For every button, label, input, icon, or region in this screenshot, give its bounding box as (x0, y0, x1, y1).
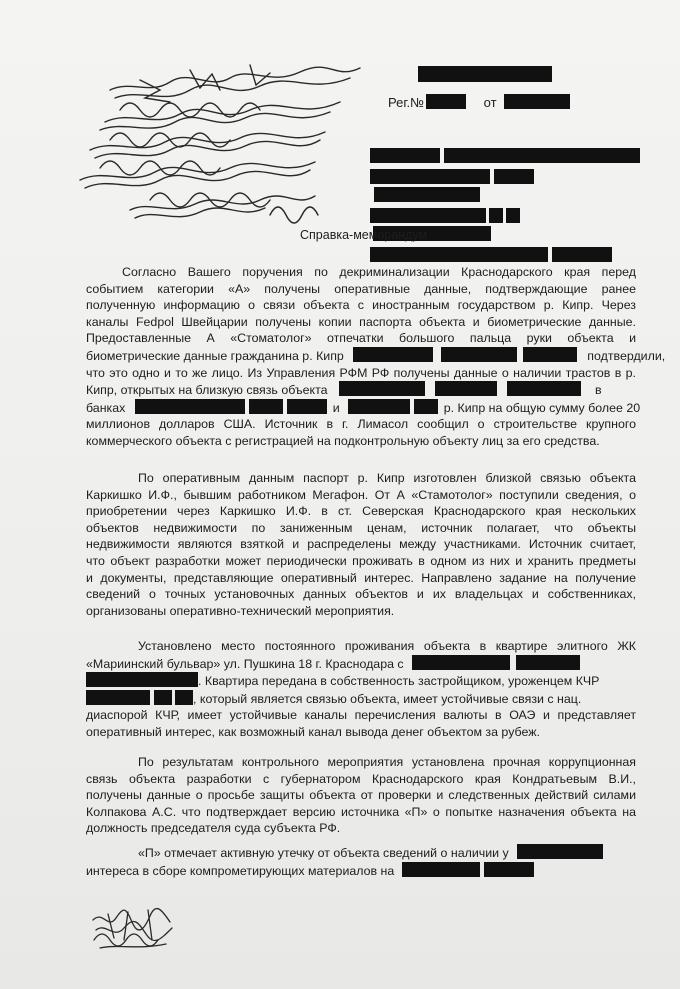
text-line: «П» отмечает активную утечку от объекта сведений о наличии у (86, 844, 636, 862)
reg-date-label: от (483, 95, 497, 110)
paragraph-1 (86, 264, 666, 450)
text-line: и документы, представляющие оперативный интерес. Направлено задание на получение (86, 570, 636, 585)
text-line: недвижимости являются взяткой и распределены между участниками. Источник считает, (86, 537, 636, 552)
text-line: банках и р. Кипр на общую сумму более 20 (86, 400, 641, 415)
text-line: оперативный интерес, как возможный канал вывода денег объектом за рубеж. (86, 724, 540, 739)
redaction-block (504, 94, 570, 109)
text-line: должность председателя суда субъекта РФ. (86, 821, 341, 836)
text-line: Каркишко И.Ф., бывшим работником Мегафон. От А «Стамотолог» поступили сведения, о (86, 487, 636, 502)
text-line: коммерческого объекта с регистрацией на подконтрольную объекту лиц за его средства. (86, 433, 600, 448)
registration-line (388, 94, 570, 110)
text-line: , который является связью объекта, имеет устойчивые связи с нац. (86, 690, 636, 708)
text-line: . Квартира передана в собственность застройщиком, уроженцем КЧР (86, 672, 636, 690)
text-line: каналы Fedpol Швейцарии получены копии паспорта объекта и биометрические данные. (86, 314, 636, 329)
paragraph-3 (86, 638, 636, 741)
text-line: Предоставленные А «Стоматолог» отпечатки большого пальца руки объекта и (86, 331, 636, 346)
crossed-out-handwriting (70, 50, 370, 240)
paragraph-2 (86, 470, 636, 619)
text-line: Установлено место постоянного проживания объекта в квартире элитного ЖК (138, 639, 636, 653)
addressee-block (370, 148, 640, 265)
reg-number-label: Рег.№ (388, 95, 425, 110)
paragraph-5 (86, 844, 636, 879)
text-line: По оперативным данным паспорт р. Кипр изготовлен близкой связью объекта (138, 471, 636, 485)
text-line: интереса в сборе компрометирующих материалов на (86, 862, 636, 880)
paragraph-4 (86, 754, 636, 837)
text-line: Колпакова А.С. что подтверждает версию источника «П» о попытке назначения объекта на (86, 804, 636, 819)
text-line: событием категории «А» получены оперативные данные, подтверждающие ранее (86, 281, 636, 296)
text-line: полученную информацию о связи объекта с иностранным государством р. Кипр. Через (86, 298, 636, 313)
text-line: получены данные о просьбе защиты объекта от проверки и следственных действий силами (86, 788, 636, 803)
text-line: «Мариинский бульвар» ул. Пушкина 18 г. Краснодара с (86, 655, 636, 673)
text-line: диаспорой КЧР, имеет устойчивые каналы перечисления валюты в ОАЭ и представляет (86, 708, 636, 723)
text-line: Кипр, открытых на близкую связь объекта в (86, 383, 602, 398)
text-line: По результатам контрольного мероприятия установлена прочная коррупционная (138, 755, 636, 769)
text-line: связь объекта разработки с губернатором Краснодарского края Кондратьевым В.И., (86, 771, 636, 786)
redaction-block (418, 66, 552, 82)
text-line: биометрические данные гражданина р. Кипр подтвердили, (86, 348, 666, 363)
text-line: миллионов долларов США. Источник в г. Лимасол сообщил о строительстве крупного (86, 417, 636, 432)
text-line: приобретении через Каркишко И.Ф. в ст. Северская Краснодарского края нескольких (86, 504, 636, 519)
signature (88, 900, 178, 960)
text-line: что это одно и то же лицо. Из Управления РФМ РФ получены данные о наличии трастов в р. (86, 365, 636, 380)
text-line: Согласно Вашего поручения по декриминализации Краснодарского края перед (122, 265, 636, 279)
redaction-block (426, 94, 466, 109)
text-line: сведений о точных установочных данных объектов и их владельцах и собственниках, (86, 587, 636, 602)
text-line: объектов недвижимости по заниженным ценам, источник полагает, что объекты (86, 520, 636, 535)
text-line: что объект разработки может периодически проживать в одном из них и хранить предметы (86, 553, 636, 568)
text-line: организованы оперативно-технический мероприятия. (86, 603, 395, 618)
document-title: Справка-меморандум (300, 228, 428, 242)
